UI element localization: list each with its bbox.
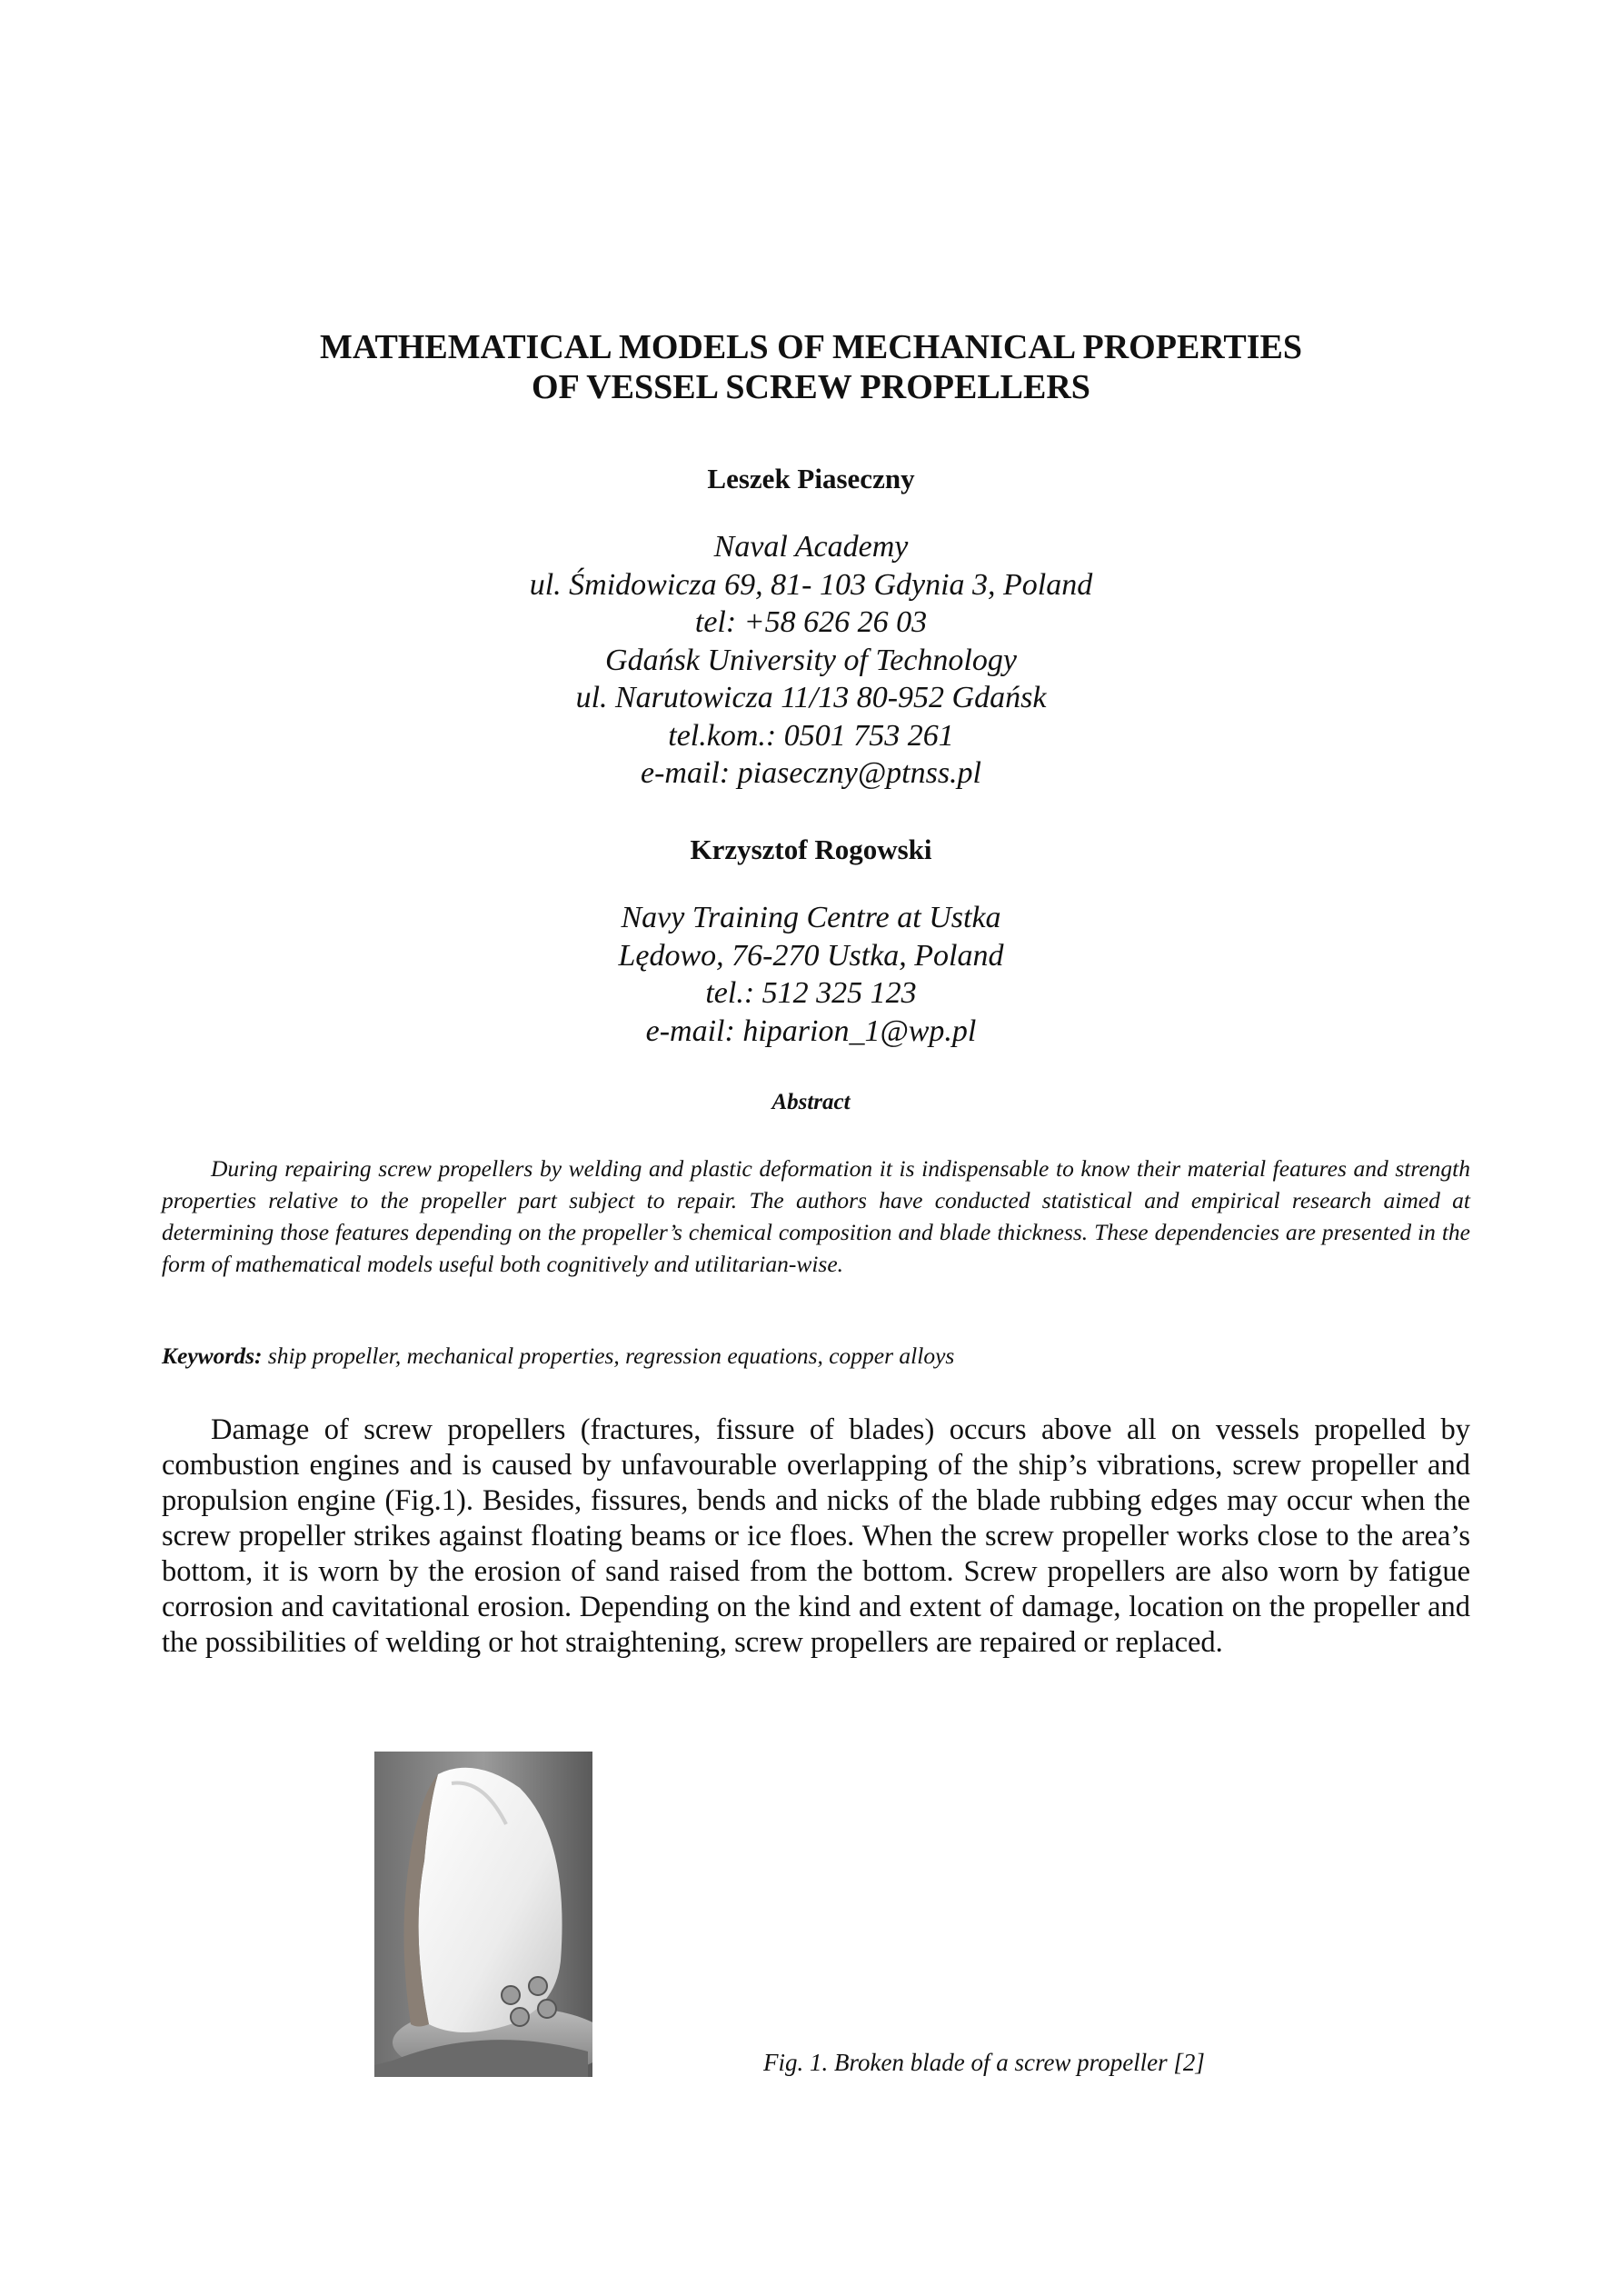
affiliation-line: Lędowo, 76-270 Ustka, Poland — [618, 938, 1004, 973]
affiliation-email[interactable]: e-mail: piaseczny@ptnss.pl — [641, 756, 981, 790]
author-affiliation-2 — [0, 899, 1622, 1050]
abstract-heading: Abstract — [771, 1090, 851, 1114]
affiliation-line: Navy Training Centre at Ustka — [621, 901, 1001, 934]
abstract-text: During repairing screw propellers by welding and plastic deformation it is indispensable to know their material features and strength properties relative to the propeller part subject to repair. The authors have conducted statistical and empirical research aimed at determining those features depending on the propeller’s chemical composition and blade thickness. These dependencies are presented in the form of mathematical models useful both cognitively and utilitarian-wise. — [162, 1155, 1470, 1277]
figure-1 — [374, 1752, 592, 2077]
author-name-2: Krzysztof Rogowski — [690, 834, 932, 865]
title-line-2: OF VESSEL SCREW PROPELLERS — [532, 368, 1090, 406]
keywords-label: Keywords: — [162, 1343, 263, 1369]
keywords-text: ship propeller, mechanical properties, regression equations, copper alloys — [262, 1343, 955, 1369]
affiliation-line: Gdańsk University of Technology — [605, 643, 1017, 677]
broken-propeller-blade-icon — [374, 1752, 592, 2077]
author-affiliation-1 — [0, 528, 1622, 793]
paper-title — [0, 327, 1622, 407]
affiliation-email[interactable]: e-mail: hiparion_1@wp.pl — [645, 1013, 977, 1048]
affiliation-line: Naval Academy — [713, 530, 909, 564]
affiliation-line: ul. Śmidowicza 69, 81- 103 Gdynia 3, Poland — [529, 567, 1093, 602]
body-paragraph-1: Damage of screw propellers (fractures, fissure of blades) occurs above all on vessels propelled by combustion engines and is caused by unfavourable overlapping of the ship’s vibrations, screw propeller and propulsion engine (Fig.1). Besides, fissures, bends and nicks of the blade rubbing edges may occur when the screw propeller strikes against floating beams or ice floes. When the screw propeller works close to the area’s bottom, it is worn by the erosion of sand raised from the bottom. Screw propellers are also worn by fatigue corrosion and cavitational erosion. Depending on the kind and extent of damage, location on the propeller and the possibilities of welding or hot straightening, screw propellers are repaired or replaced. — [162, 1413, 1470, 1659]
affiliation-line: tel.kom.: 0501 753 261 — [668, 718, 954, 753]
affiliation-line: tel.: 512 325 123 — [705, 976, 917, 1010]
figure-caption: Fig. 1. Broken blade of a screw propeller [2] — [763, 2049, 1205, 2076]
affiliation-line: ul. Narutowicza 11/13 80-952 Gdańsk — [575, 681, 1047, 714]
author-name-1: Leszek Piaseczny — [707, 463, 915, 494]
affiliation-line: tel: +58 626 26 03 — [694, 605, 928, 639]
keywords — [162, 1342, 1470, 1371]
title-line-1: MATHEMATICAL MODELS OF MECHANICAL PROPERTIES — [319, 328, 1303, 366]
